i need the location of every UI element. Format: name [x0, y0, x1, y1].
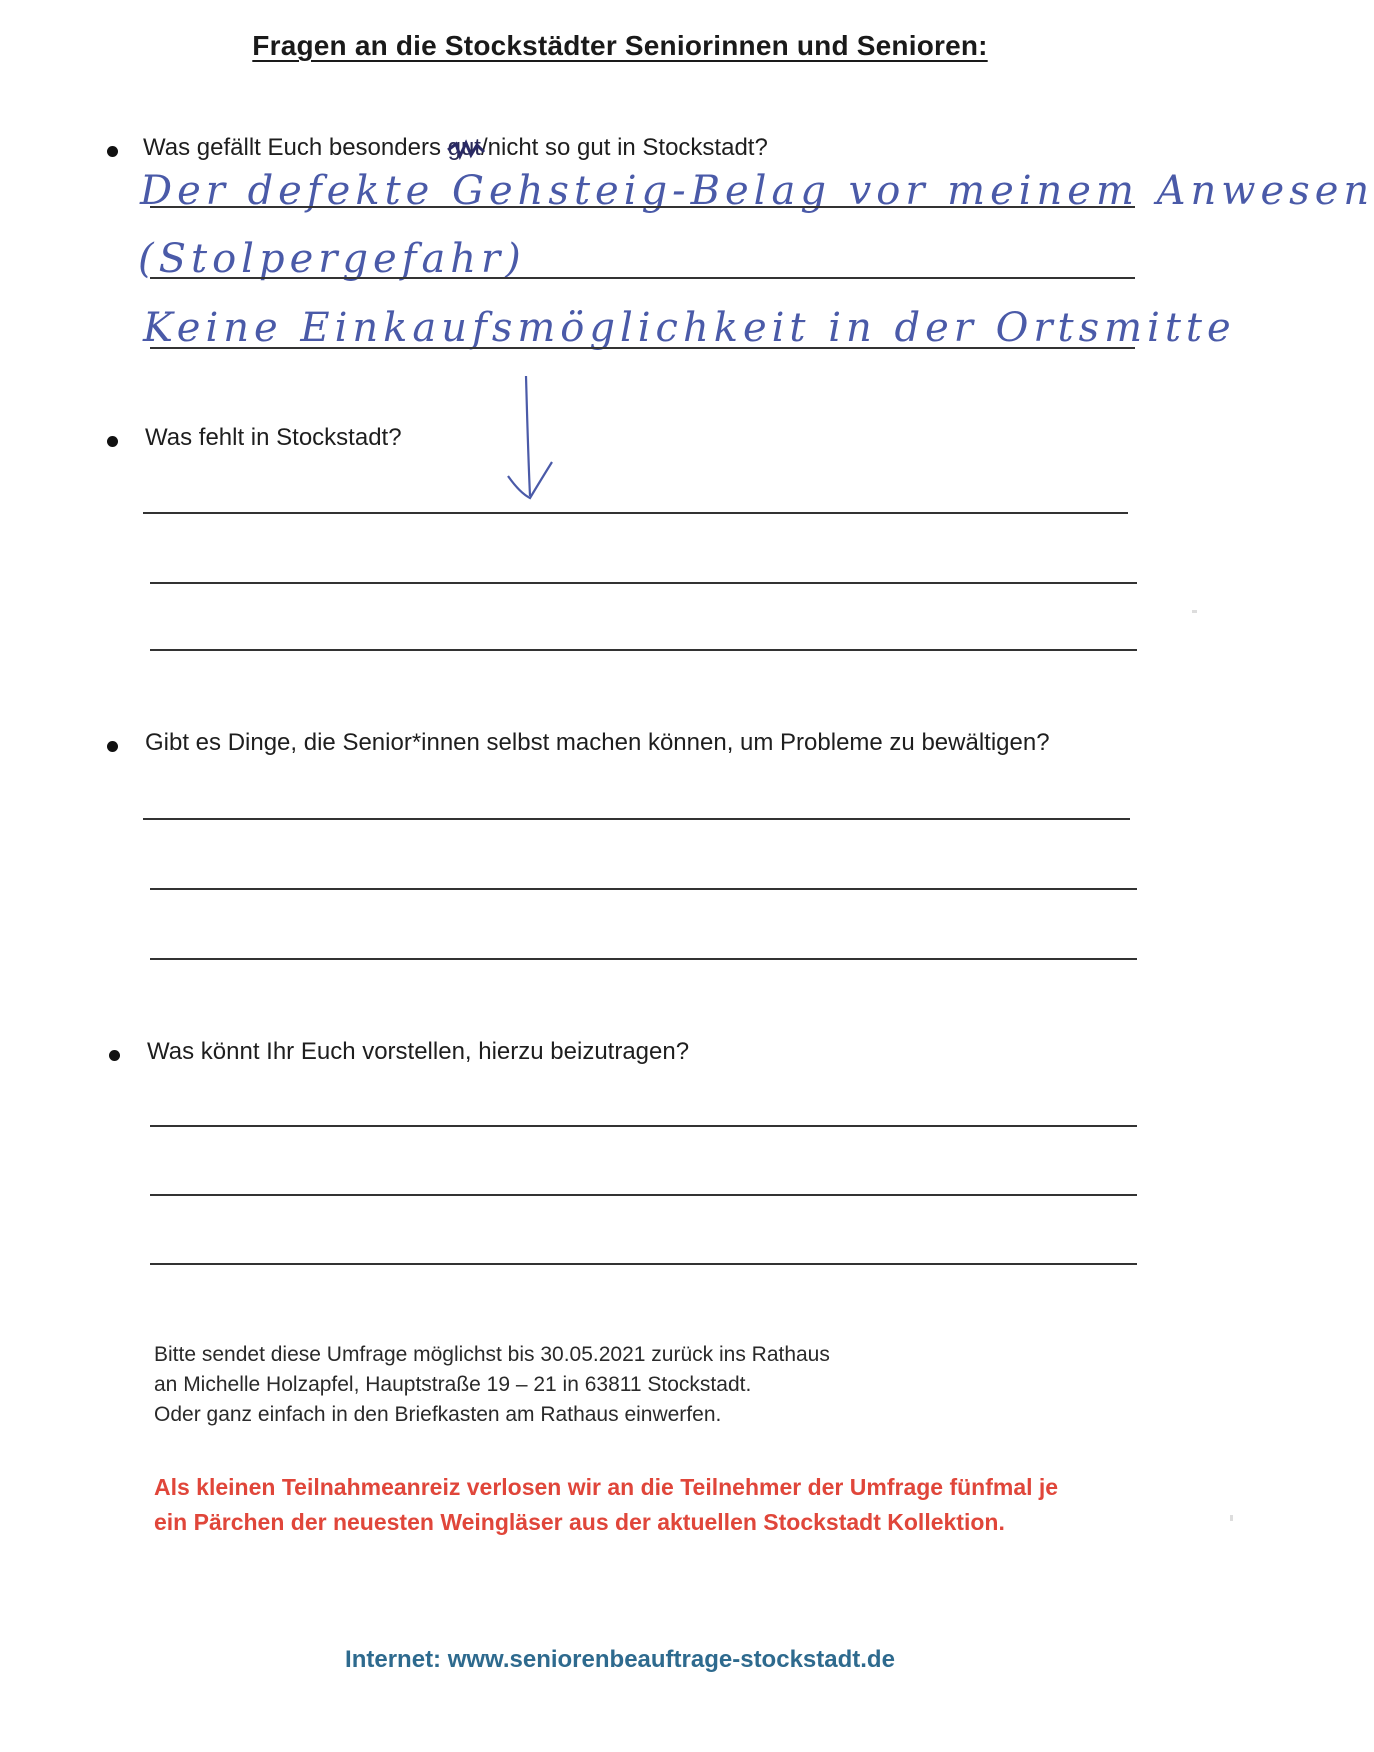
- handwritten-answer-2: (Stolpergefahr): [138, 236, 526, 282]
- handwritten-answer-3: Keine Einkaufsmöglichkeit in der Ortsmitte: [143, 305, 1236, 351]
- struck-word: [448, 134, 481, 162]
- answer-line: [150, 1194, 1137, 1196]
- return-instructions-line: Oder ganz einfach in den Briefkasten am Rathaus einwerfen.: [154, 1403, 722, 1426]
- incentive-line: Als kleinen Teilnahmeanreiz verlosen wir an die Teilnehmer der Umfrage fünfmal je: [154, 1474, 1059, 1500]
- answer-line: [150, 1263, 1137, 1265]
- answer-line: [150, 277, 1135, 279]
- handwritten-arrow-icon: [500, 372, 570, 507]
- answer-line: [150, 649, 1137, 651]
- website-line: Internet: www.seniorenbeauftrage-stockstadt.de: [345, 1646, 895, 1673]
- struck-word-text: gut: [447, 134, 481, 161]
- bullet-icon: [107, 436, 118, 447]
- question-2: Was fehlt in Stockstadt?: [145, 424, 402, 451]
- answer-line: [150, 206, 1135, 208]
- question-3: Gibt es Dinge, die Senior*innen selbst machen können, um Probleme zu bewältigen?: [145, 729, 1050, 756]
- incentive-line: ein Pärchen der neuesten Weingläser aus der aktuellen Stockstadt Kollektion.: [154, 1509, 1005, 1535]
- question-4: Was könnt Ihr Euch vorstellen, hierzu beizutragen?: [147, 1038, 690, 1065]
- bullet-icon: [107, 741, 118, 752]
- bullet-icon: [109, 1050, 120, 1061]
- answer-line: [143, 512, 1128, 514]
- answer-line: [150, 582, 1137, 584]
- answer-line: [150, 347, 1135, 349]
- return-instructions: [154, 1340, 830, 1430]
- question-1: [143, 134, 768, 162]
- page-title: Fragen an die Stockstädter Seniorinnen und Senioren:: [252, 30, 988, 61]
- question-1-text-start: Was gefällt Euch besonders: [143, 134, 448, 161]
- return-instructions-line: Bitte sendet diese Umfrage möglichst bis 30.05.2021 zurück ins Rathaus: [154, 1343, 830, 1366]
- incentive-notice: [154, 1470, 1194, 1540]
- scan-speck: [1192, 610, 1197, 613]
- question-1-text-end: /nicht so gut in Stockstadt?: [480, 134, 768, 161]
- scan-speck: [1230, 1515, 1233, 1521]
- answer-line: [150, 958, 1137, 960]
- bullet-icon: [107, 146, 118, 157]
- answer-line: [150, 1125, 1137, 1127]
- answer-line: [143, 818, 1130, 820]
- handwritten-answer-1: Der defekte Gehsteig-Belag vor meinem Anwesen: [140, 168, 1374, 214]
- return-instructions-line: an Michelle Holzapfel, Hauptstraße 19 – 21 in 63811 Stockstadt.: [154, 1373, 752, 1396]
- answer-line: [150, 888, 1137, 890]
